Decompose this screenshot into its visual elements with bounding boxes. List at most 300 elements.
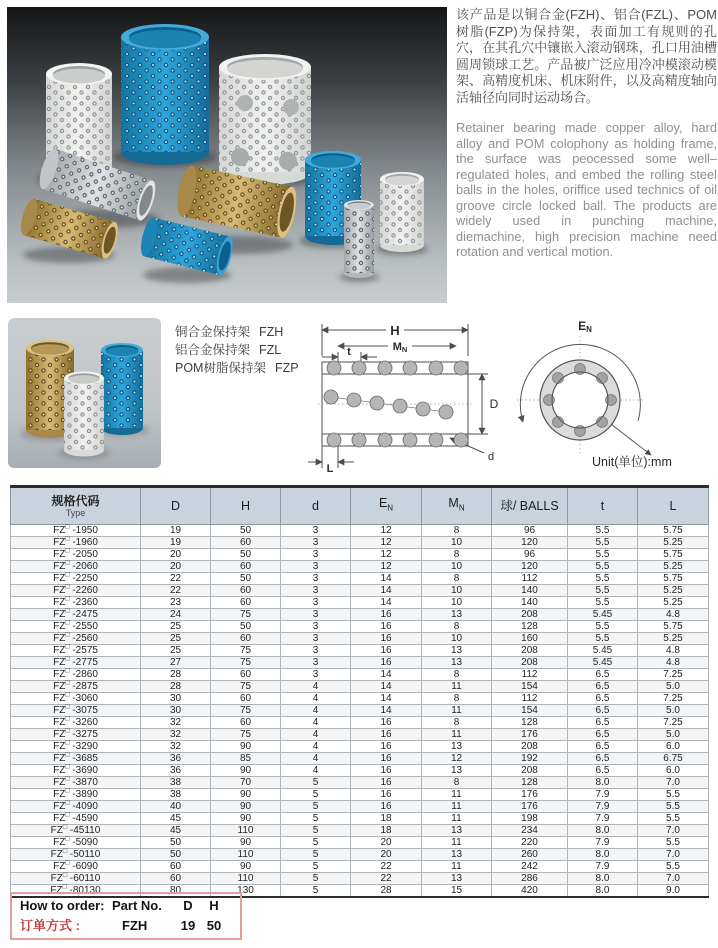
type-cell: FZ□ -60110	[11, 873, 141, 885]
table-row	[11, 645, 709, 657]
value-cell: 3	[281, 525, 351, 537]
value-cell: 112	[492, 669, 568, 681]
table-row	[11, 873, 709, 885]
type-cell: FZ□ -6090	[11, 861, 141, 873]
value-cell: 110	[211, 873, 281, 885]
order-box	[10, 892, 242, 940]
value-cell: 60	[211, 597, 281, 609]
value-cell: 130	[211, 885, 281, 898]
value-cell: 16	[351, 645, 422, 657]
col-header-type: 规格代码 Type	[11, 487, 141, 525]
value-cell: 5	[281, 849, 351, 861]
retainer-white-right	[380, 172, 424, 252]
value-cell: 75	[211, 681, 281, 693]
value-cell: 8	[422, 693, 492, 705]
value-cell: 60	[211, 585, 281, 597]
material-label-fzl: 铝合金保持架 FZL	[175, 343, 282, 357]
type-cell: FZ□ -2260	[11, 585, 141, 597]
value-cell: 10	[422, 597, 492, 609]
value-cell: 16	[351, 609, 422, 621]
value-cell: 160	[492, 633, 568, 645]
type-cell: FZ□ -45110	[11, 825, 141, 837]
value-cell: 5.5	[568, 537, 638, 549]
value-cell: 90	[211, 789, 281, 801]
retainer-blue-large	[121, 24, 209, 165]
value-cell: 5.5	[638, 837, 709, 849]
table-row	[11, 597, 709, 609]
value-cell: 208	[492, 657, 568, 669]
order-part-value: FZH	[122, 918, 148, 933]
table-row	[11, 801, 709, 813]
table-row	[11, 837, 709, 849]
col-header-H: H	[211, 487, 281, 525]
table-row	[11, 669, 709, 681]
value-cell: 60	[211, 693, 281, 705]
value-cell: 7.9	[568, 861, 638, 873]
table-row	[11, 825, 709, 837]
type-cell: FZ□ -5090	[11, 837, 141, 849]
dim-label-d: d	[487, 451, 495, 463]
value-cell: 75	[211, 729, 281, 741]
value-cell: 7.0	[638, 849, 709, 861]
value-cell: 4	[281, 753, 351, 765]
material-label-fzh: 铜合金保持架 FZH	[175, 325, 284, 339]
value-cell: 11	[422, 789, 492, 801]
value-cell: 8.0	[568, 777, 638, 789]
value-cell: 16	[351, 765, 422, 777]
value-cell: 5.25	[638, 585, 709, 597]
type-cell: FZ□ -2250	[11, 573, 141, 585]
value-cell: 22	[351, 861, 422, 873]
type-cell: FZ□ -2475	[11, 609, 141, 621]
value-cell: 90	[211, 813, 281, 825]
value-cell: 11	[422, 861, 492, 873]
value-cell: 60	[141, 861, 211, 873]
value-cell: 75	[211, 645, 281, 657]
retainer-blue	[101, 343, 143, 435]
value-cell: 4	[281, 705, 351, 717]
value-cell: 8.0	[568, 849, 638, 861]
value-cell: 5.0	[638, 729, 709, 741]
value-cell: 16	[351, 633, 422, 645]
value-cell: 5.0	[638, 705, 709, 717]
type-cell: FZ□ -2060	[11, 561, 141, 573]
type-cell: FZ□ -1950	[11, 525, 141, 537]
value-cell: 234	[492, 825, 568, 837]
material-label-fzp: POM树脂保持架 FZP	[175, 361, 299, 375]
type-cell: FZ□ -3060	[11, 693, 141, 705]
value-cell: 5	[281, 885, 351, 898]
intro-text-cn: 该产品是以铜合金(FZH)、铝合(FZL)、POM树脂(FZP)为保持架，表面加工有规则的孔穴，在其孔穴中镶嵌入滚动钢珠，孔口用油槽圆周锁球工艺。产品被广泛应用冷冲模滚动模架、高精度机床、机床附件，以及高精度轴向活轴径向同时运动场合。	[456, 7, 717, 105]
value-cell: 80	[141, 885, 211, 898]
table-row	[11, 573, 709, 585]
value-cell: 3	[281, 657, 351, 669]
value-cell: 7.0	[638, 825, 709, 837]
table-row	[11, 693, 709, 705]
value-cell: 24	[141, 609, 211, 621]
value-cell: 20	[351, 849, 422, 861]
value-cell: 13	[422, 609, 492, 621]
value-cell: 3	[281, 585, 351, 597]
value-cell: 50	[211, 549, 281, 561]
table-row	[11, 585, 709, 597]
value-cell: 75	[211, 657, 281, 669]
value-cell: 7.9	[568, 801, 638, 813]
value-cell: 38	[141, 777, 211, 789]
value-cell: 3	[281, 609, 351, 621]
value-cell: 28	[141, 669, 211, 681]
value-cell: 220	[492, 837, 568, 849]
value-cell: 19	[141, 537, 211, 549]
value-cell: 90	[211, 837, 281, 849]
how-to-order-label: How to order:	[20, 898, 105, 913]
small-product-photo	[8, 318, 161, 468]
part-no-label: Part No.	[112, 898, 162, 913]
value-cell: 18	[351, 825, 422, 837]
value-cell: 5.75	[638, 549, 709, 561]
value-cell: 5.5	[568, 597, 638, 609]
value-cell: 3	[281, 537, 351, 549]
value-cell: 85	[211, 753, 281, 765]
value-cell: 14	[351, 573, 422, 585]
value-cell: 5.25	[638, 597, 709, 609]
value-cell: 19	[141, 525, 211, 537]
value-cell: 96	[492, 525, 568, 537]
col-header-d: d	[281, 487, 351, 525]
spec-table	[10, 485, 709, 898]
value-cell: 12	[422, 753, 492, 765]
col-header-MN: $M_N$	[422, 487, 492, 525]
value-cell: 5.5	[568, 621, 638, 633]
table-row	[11, 753, 709, 765]
value-cell: 11	[422, 705, 492, 717]
value-cell: 32	[141, 741, 211, 753]
value-cell: 176	[492, 789, 568, 801]
value-cell: 50	[211, 621, 281, 633]
value-cell: 36	[141, 765, 211, 777]
value-cell: 96	[492, 549, 568, 561]
value-cell: 13	[422, 645, 492, 657]
value-cell: 5.25	[638, 633, 709, 645]
value-cell: 128	[492, 777, 568, 789]
value-cell: 7.9	[568, 789, 638, 801]
type-cell: FZ□ -2360	[11, 597, 141, 609]
value-cell: 16	[351, 789, 422, 801]
value-cell: 12	[351, 525, 422, 537]
value-cell: 45	[141, 825, 211, 837]
type-cell: FZ□ -3290	[11, 741, 141, 753]
value-cell: 286	[492, 873, 568, 885]
value-cell: 14	[351, 669, 422, 681]
table-row	[11, 525, 709, 537]
value-cell: 8	[422, 777, 492, 789]
value-cell: 14	[351, 597, 422, 609]
value-cell: 5	[281, 813, 351, 825]
value-cell: 7.0	[638, 777, 709, 789]
value-cell: 5.25	[638, 537, 709, 549]
type-cell: FZ□ -2050	[11, 549, 141, 561]
dim-label-H: H	[390, 323, 400, 338]
value-cell: 6.5	[568, 753, 638, 765]
value-cell: 7.9	[568, 837, 638, 849]
type-cell: FZ□ -50110	[11, 849, 141, 861]
value-cell: 6.75	[638, 753, 709, 765]
value-cell: 16	[351, 801, 422, 813]
value-cell: 208	[492, 765, 568, 777]
value-cell: 5.45	[568, 657, 638, 669]
value-cell: 8.0	[568, 885, 638, 898]
col-header-L: L	[638, 487, 709, 525]
table-row	[11, 849, 709, 861]
value-cell: 14	[351, 681, 422, 693]
value-cell: 30	[141, 705, 211, 717]
value-cell: 110	[211, 849, 281, 861]
value-cell: 32	[141, 717, 211, 729]
value-cell: 8	[422, 525, 492, 537]
value-cell: 198	[492, 813, 568, 825]
value-cell: 11	[422, 729, 492, 741]
type-cell: FZ□ -3275	[11, 729, 141, 741]
value-cell: 50	[211, 573, 281, 585]
order-h-value: 50	[206, 918, 222, 933]
type-cell: FZ□ -3075	[11, 705, 141, 717]
value-cell: 154	[492, 681, 568, 693]
value-cell: 192	[492, 753, 568, 765]
value-cell: 90	[211, 861, 281, 873]
table-row	[11, 537, 709, 549]
value-cell: 30	[141, 693, 211, 705]
table-row	[11, 657, 709, 669]
type-cell: FZ□ -2860	[11, 669, 141, 681]
value-cell: 4.8	[638, 609, 709, 621]
value-cell: 90	[211, 801, 281, 813]
value-cell: 5.5	[638, 861, 709, 873]
value-cell: 60	[211, 669, 281, 681]
order-col-h: H	[209, 898, 219, 913]
value-cell: 4.8	[638, 657, 709, 669]
value-cell: 16	[351, 621, 422, 633]
value-cell: 14	[351, 693, 422, 705]
value-cell: 11	[422, 813, 492, 825]
value-cell: 90	[211, 765, 281, 777]
value-cell: 6.5	[568, 693, 638, 705]
value-cell: 5.0	[638, 681, 709, 693]
value-cell: 36	[141, 753, 211, 765]
value-cell: 13	[422, 873, 492, 885]
value-cell: 38	[141, 789, 211, 801]
value-cell: 60	[211, 561, 281, 573]
order-col-d: D	[183, 898, 193, 913]
main-product-photo	[7, 7, 447, 303]
value-cell: 60	[211, 633, 281, 645]
value-cell: 12	[351, 549, 422, 561]
type-cell: FZ□ -3690	[11, 765, 141, 777]
value-cell: 60	[141, 873, 211, 885]
value-cell: 12	[351, 537, 422, 549]
value-cell: 5	[281, 837, 351, 849]
value-cell: 16	[351, 717, 422, 729]
value-cell: 6.5	[568, 729, 638, 741]
table-row	[11, 561, 709, 573]
value-cell: 8	[422, 717, 492, 729]
table-row	[11, 633, 709, 645]
dim-label-L: L	[326, 463, 334, 475]
value-cell: 5.75	[638, 525, 709, 537]
col-header-t: t	[568, 487, 638, 525]
value-cell: 60	[211, 717, 281, 729]
value-cell: 3	[281, 597, 351, 609]
value-cell: 13	[422, 825, 492, 837]
value-cell: 5.45	[568, 645, 638, 657]
value-cell: 7.25	[638, 693, 709, 705]
value-cell: 242	[492, 861, 568, 873]
type-cell: FZ□ -80130	[11, 885, 141, 898]
value-cell: 176	[492, 729, 568, 741]
type-cell: FZ□ -3260	[11, 717, 141, 729]
value-cell: 14	[351, 585, 422, 597]
value-cell: 16	[351, 777, 422, 789]
table-row	[11, 741, 709, 753]
value-cell: 27	[141, 657, 211, 669]
value-cell: 4	[281, 765, 351, 777]
value-cell: 22	[141, 585, 211, 597]
table-row	[11, 729, 709, 741]
front-view-diagram	[505, 312, 710, 457]
value-cell: 8.0	[568, 873, 638, 885]
value-cell: 208	[492, 609, 568, 621]
value-cell: 50	[141, 837, 211, 849]
value-cell: 4	[281, 681, 351, 693]
col-header-D: D	[141, 487, 211, 525]
value-cell: 8	[422, 669, 492, 681]
value-cell: 3	[281, 621, 351, 633]
order-label-cn: 订单方式 :	[20, 918, 80, 933]
value-cell: 5	[281, 873, 351, 885]
value-cell: 8.0	[568, 825, 638, 837]
value-cell: 28	[141, 681, 211, 693]
value-cell: 260	[492, 849, 568, 861]
table-row	[11, 681, 709, 693]
value-cell: 140	[492, 597, 568, 609]
value-cell: 20	[351, 837, 422, 849]
order-row-en	[20, 897, 234, 914]
value-cell: 23	[141, 597, 211, 609]
side-view-diagram	[298, 310, 513, 478]
value-cell: 16	[351, 729, 422, 741]
table-row	[11, 813, 709, 825]
value-cell: 16	[351, 657, 422, 669]
value-cell: 22	[141, 573, 211, 585]
value-cell: 4	[281, 729, 351, 741]
value-cell: 13	[422, 765, 492, 777]
value-cell: 5	[281, 801, 351, 813]
value-cell: 10	[422, 633, 492, 645]
value-cell: 3	[281, 669, 351, 681]
value-cell: 25	[141, 621, 211, 633]
value-cell: 176	[492, 801, 568, 813]
type-cell: FZ□ -2875	[11, 681, 141, 693]
value-cell: 3	[281, 633, 351, 645]
dim-label-EN: EN	[578, 319, 592, 334]
value-cell: 5	[281, 777, 351, 789]
value-cell: 60	[211, 537, 281, 549]
value-cell: 3	[281, 645, 351, 657]
value-cell: 16	[351, 753, 422, 765]
value-cell: 5	[281, 825, 351, 837]
table-row	[11, 621, 709, 633]
value-cell: 5.5	[568, 561, 638, 573]
value-cell: 110	[211, 825, 281, 837]
value-cell: 7.25	[638, 717, 709, 729]
value-cell: 5.45	[568, 609, 638, 621]
table-row	[11, 549, 709, 561]
value-cell: 5.5	[568, 525, 638, 537]
value-cell: 28	[351, 885, 422, 898]
value-cell: 12	[351, 561, 422, 573]
value-cell: 5.75	[638, 621, 709, 633]
table-row	[11, 609, 709, 621]
order-d-value: 19	[180, 918, 196, 933]
spec-table-wrap	[10, 485, 708, 898]
table-row	[11, 705, 709, 717]
value-cell: 4	[281, 741, 351, 753]
spec-table-body	[11, 525, 709, 898]
value-cell: 18	[351, 813, 422, 825]
value-cell: 13	[422, 849, 492, 861]
type-cell: FZ□ -3890	[11, 789, 141, 801]
value-cell: 208	[492, 741, 568, 753]
value-cell: 10	[422, 537, 492, 549]
retainer-white-large	[219, 54, 311, 185]
value-cell: 75	[211, 609, 281, 621]
value-cell: 11	[422, 681, 492, 693]
value-cell: 13	[422, 657, 492, 669]
col-header-balls: 球/ BALLS	[492, 487, 568, 525]
value-cell: 5	[281, 789, 351, 801]
value-cell: 10	[422, 561, 492, 573]
value-cell: 25	[141, 645, 211, 657]
value-cell: 20	[141, 549, 211, 561]
value-cell: 128	[492, 717, 568, 729]
value-cell: 6.5	[568, 741, 638, 753]
value-cell: 5	[281, 861, 351, 873]
value-cell: 6.0	[638, 741, 709, 753]
type-cell: FZ□ -2575	[11, 645, 141, 657]
value-cell: 15	[422, 885, 492, 898]
value-cell: 6.5	[568, 705, 638, 717]
table-row	[11, 777, 709, 789]
value-cell: 112	[492, 693, 568, 705]
value-cell: 5.5	[638, 801, 709, 813]
value-cell: 32	[141, 729, 211, 741]
dim-label-MN: MN	[392, 341, 408, 354]
type-cell: FZ□ -4090	[11, 801, 141, 813]
table-row	[11, 789, 709, 801]
type-cell: FZ□ -1960	[11, 537, 141, 549]
value-cell: 5.25	[638, 561, 709, 573]
value-cell: 5.5	[568, 633, 638, 645]
value-cell: 128	[492, 621, 568, 633]
value-cell: 120	[492, 537, 568, 549]
value-cell: 5.75	[638, 573, 709, 585]
value-cell: 6.5	[568, 765, 638, 777]
value-cell: 6.5	[568, 681, 638, 693]
value-cell: 5.5	[568, 585, 638, 597]
value-cell: 154	[492, 705, 568, 717]
value-cell: 4	[281, 693, 351, 705]
type-cell: FZ□ -2560	[11, 633, 141, 645]
value-cell: 8	[422, 549, 492, 561]
